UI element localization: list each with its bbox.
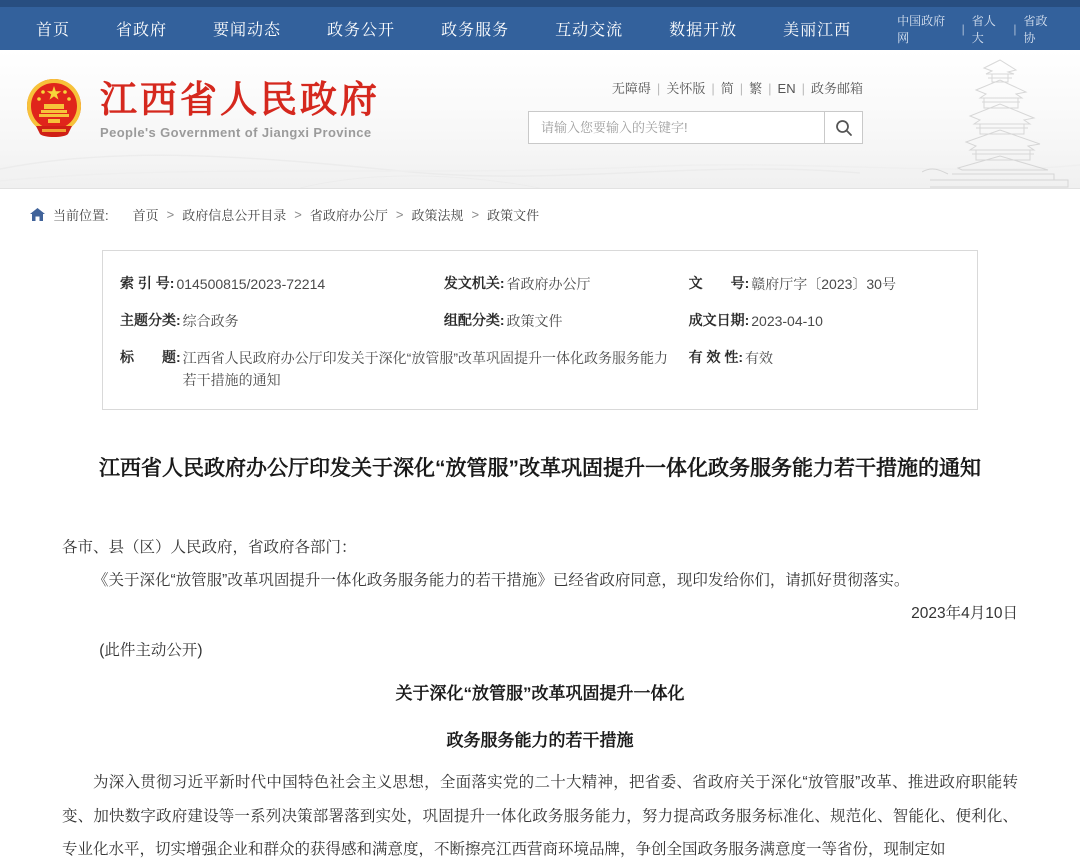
main-menu: [36, 17, 897, 40]
nav-item-provincial-government[interactable]: 省政府: [116, 22, 168, 39]
meta-document-number: [689, 273, 977, 295]
pavilion-illustration: [922, 56, 1072, 188]
site-header: [0, 50, 1080, 189]
crumb-general-office[interactable]: 省政府办公厅: [309, 208, 388, 223]
meta-label: 有 效 性:: [688, 349, 744, 365]
meta-label: 成文日期:: [688, 312, 750, 328]
divider: |: [711, 81, 715, 96]
site-title-block: [100, 76, 380, 140]
meta-value: 014500815/2023-72214: [176, 276, 326, 292]
article-body: [62, 531, 1018, 867]
divider: |: [801, 81, 805, 96]
meta-label: 主题分类:: [120, 312, 181, 328]
top-navigation: [0, 0, 1080, 50]
quick-links: [528, 78, 863, 97]
meta-value: 赣府厅字〔2023〕30号: [751, 276, 896, 292]
search-input[interactable]: [529, 112, 824, 143]
divider: |: [768, 81, 772, 96]
breadcrumb-separator: >: [471, 207, 480, 222]
home-icon: [30, 208, 45, 222]
meta-document-title: [103, 347, 689, 391]
meta-value: 综合政务: [182, 313, 239, 329]
link-gov-mail[interactable]: 政务邮箱: [810, 81, 863, 96]
measures-title-line1: 关于深化“放管服”改革巩固提升一体化: [395, 684, 685, 703]
link-accessibility[interactable]: 无障碍: [611, 81, 651, 96]
meta-group-category: [444, 310, 689, 332]
crumb-policy-documents[interactable]: 政策文件: [487, 208, 540, 223]
meta-index-number: [103, 273, 444, 295]
search-box: [528, 111, 863, 144]
national-emblem-icon: [22, 76, 86, 140]
crumb-info-directory[interactable]: 政府信息公开目录: [182, 208, 287, 223]
meta-label: 发文机关:: [443, 275, 505, 291]
nav-item-gov-disclosure[interactable]: 政务公开: [327, 22, 396, 39]
meta-topic-category: [103, 310, 444, 332]
meta-label: 索 引 号:: [120, 275, 175, 291]
document-meta-table: [102, 250, 978, 410]
meta-label: 组配分类:: [443, 312, 505, 328]
meta-value: 省政府办公厅: [506, 276, 591, 292]
site-name: 江西省人民政府: [100, 79, 380, 120]
nav-item-open-data[interactable]: 数据开放: [669, 22, 738, 39]
meta-value: 有效: [745, 350, 774, 366]
paragraph-preamble: 为深入贯彻习近平新时代中国特色社会主义思想，全面落实党的二十大精神，把省委、省政府关于深化“放管服”改革、推进政府职能转变、加快数字政府建设等一系列决策部署落到实处，巩固提升一体化政务服务能力，努力提高政务服务标准化、规范化、智能化、便利化、专业化水平，切实增强企业和群众的获得感和满意度，不断擦亮江西营商环境品牌，争创全国政务服务满意度一等省份，现制定如: [62, 774, 1018, 858]
crumb-policies-regulations[interactable]: 政策法规: [411, 208, 464, 223]
divider: |: [1013, 21, 1017, 36]
link-china-gov[interactable]: 中国政府网: [897, 13, 946, 45]
nav-item-beautiful-jiangxi[interactable]: 美丽江西: [783, 22, 852, 39]
article-content: [62, 446, 1018, 867]
breadcrumb-separator: >: [395, 207, 404, 222]
site-logo[interactable]: [22, 76, 380, 140]
divider: |: [656, 81, 661, 96]
paragraph-notice: 《关于深化“放管服”改革巩固提升一体化政务服务能力的若干措施》已经省政府同意，现印发给你们，请抓好贯彻落实。: [93, 572, 910, 589]
divider: |: [739, 81, 744, 96]
search-button[interactable]: [824, 112, 862, 143]
link-simplified[interactable]: 简: [720, 81, 734, 96]
breadcrumb-label: 当前位置:: [53, 208, 109, 223]
breadcrumb-separator: >: [294, 207, 302, 222]
nav-item-news[interactable]: 要闻动态: [213, 22, 282, 39]
nav-item-gov-services[interactable]: 政务服务: [441, 22, 510, 39]
meta-value: 2023-04-10: [751, 313, 823, 329]
proactive-disclosure-note: (此件主动公开): [99, 642, 203, 659]
meta-value: 江西省人民政府办公厅印发关于深化“放管服”改革巩固提升一体化政务服务能力若干措施的通知: [182, 350, 668, 388]
document-title: 江西省人民政府办公厅印发关于深化“放管服”改革巩固提升一体化政务服务能力若干措施的通知: [99, 457, 981, 480]
salutation: 各市、县（区）人民政府，省政府各部门：: [62, 539, 357, 556]
meta-validity: [689, 347, 977, 391]
link-english[interactable]: EN: [777, 81, 796, 96]
site-name-english: People's Government of Jiangxi Province: [100, 125, 372, 140]
link-traditional[interactable]: 繁: [749, 81, 763, 96]
nav-item-interaction[interactable]: 互动交流: [555, 22, 624, 39]
meta-issuing-agency: [444, 273, 689, 295]
link-provincial-congress[interactable]: 省人大: [971, 13, 996, 45]
search-icon: [835, 119, 853, 137]
meta-issue-date: [689, 310, 977, 332]
link-cppcc[interactable]: 省政协: [1023, 13, 1048, 45]
divider: |: [961, 21, 965, 36]
measures-title-line2: 政务服务能力的若干措施: [446, 731, 634, 750]
nav-item-home[interactable]: 首页: [36, 22, 71, 39]
document-date: 2023年4月10日: [911, 605, 1018, 622]
header-tools: [528, 78, 863, 144]
meta-value: 政策文件: [506, 313, 563, 329]
meta-label: 标 题:: [120, 349, 181, 365]
breadcrumb: [0, 189, 1080, 238]
meta-label: 文 号:: [688, 275, 750, 291]
breadcrumb-separator: >: [166, 207, 175, 222]
crumb-home[interactable]: 首页: [132, 208, 159, 223]
link-care-version[interactable]: 关怀版: [666, 81, 706, 96]
external-gov-links: [897, 12, 1058, 46]
